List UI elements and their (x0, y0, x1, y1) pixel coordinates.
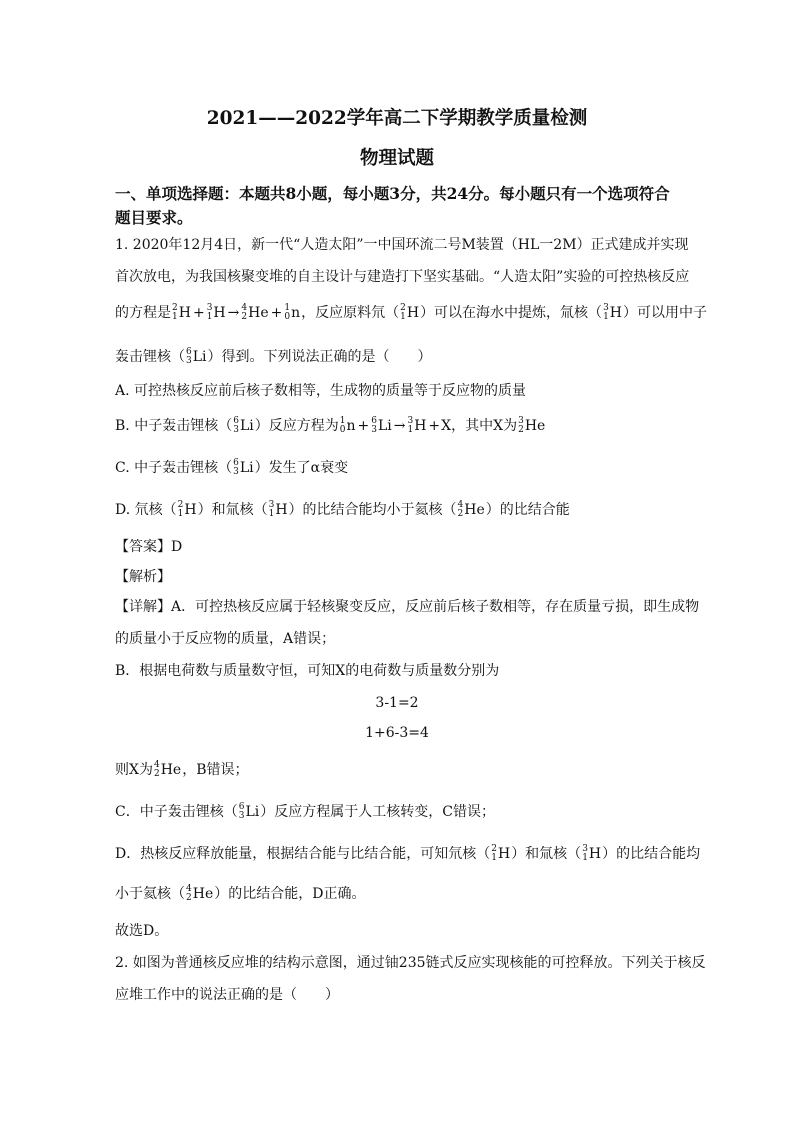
q1-stem-line2: 首次放电，为我国核聚变堆的自主设计与建造打下坚实基础。“人造太阳”实验的可控热核反应 (115, 269, 690, 285)
text: ）和氚核（ (197, 502, 268, 518)
text: ）和氚核（ (511, 846, 582, 862)
nuclide-h3: 3 1 H (407, 416, 427, 435)
nuclide-he3: 3 2 He (518, 416, 546, 435)
plus-sign: + (357, 418, 370, 434)
nuclide-h2: 2 1 H (172, 303, 191, 322)
text: ）可以用中子 (623, 305, 708, 321)
nuclide-li6: 6 3 Li (371, 416, 392, 435)
plus-sign: + (270, 305, 283, 321)
q1-detail-b: B．根据电荷数与质量数守恒，可知X的电荷数与质量数分别为 (115, 663, 500, 679)
q1-answer: 【答案】D (115, 539, 183, 555)
nuclide-li6: 6 3 Li (238, 802, 260, 821)
text: ）得到。下列说法正确的是（ ） (207, 349, 432, 365)
nuclide-h3: 3 1 H (268, 500, 288, 519)
text: ）发生了α衰变 (254, 460, 349, 476)
q1-detail-line1: 【详解】A．可控热核反应属于轻核聚变反应，反应前后核子数相等，存在质量亏损，即生成物 (115, 599, 700, 615)
nuclide-he4: 4 2 He (153, 760, 182, 779)
plus-sign: + (192, 305, 205, 321)
q1-stem-line3 (115, 300, 707, 326)
q2-stem-line2: 应堆工作中的说法正确的是（ ） (115, 987, 339, 1003)
q1-detail-b-conclusion (115, 758, 249, 782)
nuclide-li6: 6 3 Li (233, 458, 254, 477)
q1-detail-line2: 的质量小于反应物的质量，A错误； (115, 631, 336, 647)
text: C. 中子轰击锂核（ (115, 460, 233, 476)
text: ）可以在海水中提炼，氚核（ (420, 305, 603, 321)
reaction-arrow: → (227, 305, 240, 321)
q1-option-c (115, 456, 348, 480)
q1-option-a: A. 可控热核反应前后核子数相等，生成物的质量等于反应物的质量 (115, 383, 527, 399)
q1-option-b (115, 414, 546, 438)
document-title: 2021——2022学年高二下学期教学质量检测 (206, 108, 588, 129)
q1-detail-c (115, 800, 495, 824)
nuclide-he4: 4 2 He (186, 884, 214, 903)
text: ）的比结合能 (485, 502, 570, 518)
text: ，其中X为 (451, 418, 518, 434)
nuclide-li6: 6 3 Li (186, 347, 207, 366)
text: 的方程是 (115, 305, 171, 321)
q1-analysis-label: 【解析】 (115, 569, 171, 585)
q1-stem-line1: 1. 2020年12月4日，新一代“人造太阳”一中国环流二号M装置（HL一2M）正式建成并实现 (115, 237, 689, 253)
nuclide-h3: 3 1 H (206, 303, 226, 322)
text: C．中子轰击锂核（ (115, 804, 238, 820)
text: ）的比结合能均 (602, 846, 701, 862)
nuclide-h2: 2 1 H (400, 303, 420, 322)
nuclide-he4: 4 2 He (241, 303, 269, 322)
nuclide-he4: 4 2 He (457, 500, 485, 519)
reaction-arrow: → (393, 418, 406, 434)
text: D. 氘核（ (115, 502, 177, 518)
nuclide-li6: 6 3 Li (233, 416, 254, 435)
q1-option-d (115, 498, 570, 522)
text: 轰击锂核（ (115, 349, 185, 365)
nuclide-n1: 1 0 n (339, 416, 356, 435)
q1-conclusion: 故选D。 (115, 923, 169, 939)
section-heading-cont: 题目要求。 (115, 208, 193, 227)
q1-detail-d-line1 (115, 842, 700, 866)
q2-stem-line1: 2. 如图为普通核反应堆的结构示意图，通过铀235链式反应实现核能的可控释放。下列关于核反 (115, 955, 706, 971)
unknown-x: X (441, 418, 452, 434)
text: 小于氦核（ (115, 886, 185, 902)
equation-mass: 1+6-3=4 (365, 725, 429, 741)
nuclide-h2: 2 1 H (491, 844, 511, 863)
text: ，B错误； (182, 762, 249, 778)
nuclide-h3: 3 1 H (603, 303, 623, 322)
text: ）反应方程为 (254, 418, 339, 434)
text: ）反应方程属于人工核转变，C错误； (260, 804, 495, 820)
section-heading: 一、单项选择题：本题共8小题，每小题3分，共24分。每小题只有一个选项符合 (115, 184, 670, 203)
document-subtitle: 物理试题 (359, 148, 434, 169)
q1-stem-line4 (115, 344, 432, 370)
nuclide-n1: 1 0 n (284, 303, 301, 322)
text: ）的比结合能，D正确。 (214, 886, 366, 902)
nuclide-h2: 2 1 H (177, 500, 197, 519)
plus-sign: + (428, 418, 441, 434)
equation-charge: 3-1=2 (375, 695, 419, 711)
text: ）的比结合能均小于氦核（ (288, 502, 457, 518)
text: D．热核反应释放能量，根据结合能与比结合能，可知氘核（ (115, 846, 491, 862)
text: 则X为 (115, 762, 153, 778)
text: ，反应原料氘（ (301, 305, 400, 321)
nuclide-h3: 3 1 H (582, 844, 602, 863)
text: B. 中子轰击锂核（ (115, 418, 233, 434)
q1-detail-d-line2 (115, 882, 365, 906)
